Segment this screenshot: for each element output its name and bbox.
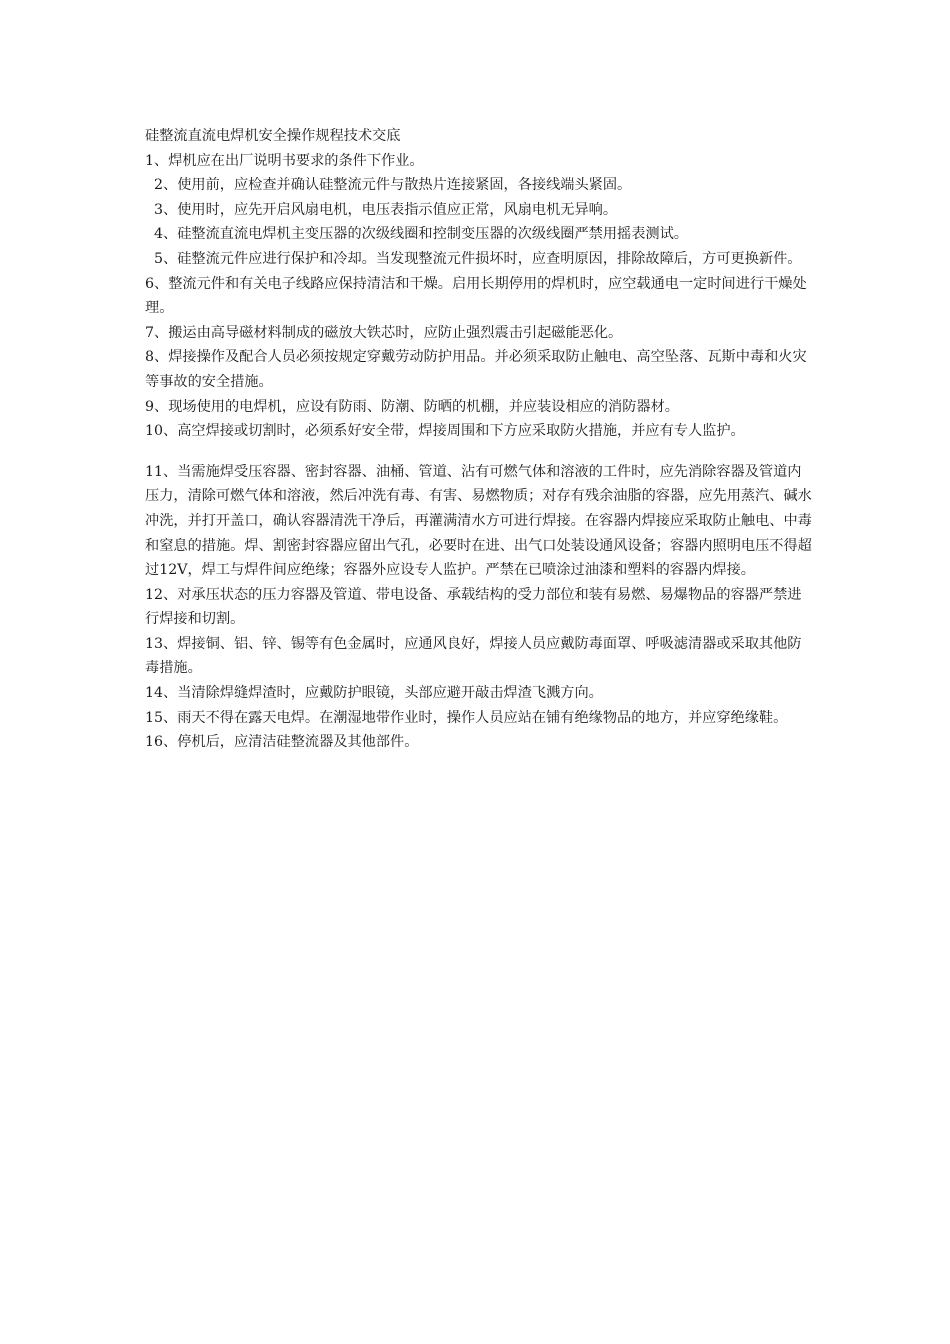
rule-item-11: 11、当需施焊受压容器、密封容器、油桶、管道、沾有可燃气体和溶液的工件时，应先消除容器及管道内压力，清除可燃气体和溶液，然后冲洗有毒、有害、易燃物质；对存有残余油脂的容器，应先用蒸汽、碱水冲洗，并打开盖口，确认容器清洗干净后，再灌满清水方可进行焊接。在容器内焊接应采取防止触电、中毒和窒息的措施。焊、割密封容器应留出气孔，必要时在进、出气口处装设通风设备；容器内照明电压不得超过12V，焊工与焊件间应绝缘；容器外应设专人监护。严禁在已喷涂过油漆和塑料的容器内焊接。 (145, 463, 812, 579)
paragraph-spacer (145, 444, 815, 460)
rule-item-9: 9、现场使用的电焊机，应设有防雨、防潮、防晒的机棚，并应装设相应的消防器材。 (145, 398, 679, 415)
rule-item-7: 7、搬运由高导磁材料制成的磁放大铁芯时，应防止强烈震击引起磁能恶化。 (145, 324, 623, 341)
rule-item-2: 2、使用前，应检查并确认硅整流元件与散热片连接紧固，各接线端头紧固。 (145, 177, 632, 194)
document-body (145, 124, 815, 755)
rule-item-8: 8、焊接操作及配合人员必须按规定穿戴劳动防护用品。并必须采取防止触电、高空坠落、瓦斯中毒和火灾等事故的安全措施。 (145, 349, 807, 390)
document-title: 硅整流直流电焊机安全操作规程技术交底 (145, 128, 401, 144)
rule-item-10: 10、高空焊接或切割时，必须系好安全带，焊接周围和下方应采取防火措施，并应有专人监护。 (145, 423, 745, 440)
rule-item-3: 3、使用时，应先开启风扇电机，电压表指示值应正常，风扇电机无异响。 (145, 201, 618, 218)
rule-item-4: 4、硅整流直流电焊机主变压器的次级线圈和控制变压器的次级线圈严禁用摇表测试。 (145, 226, 688, 243)
rule-item-6: 6、整流元件和有关电子线路应保持清洁和干燥。启用长期停用的焊机时，应空载通电一定时间进行干燥处理。 (145, 275, 807, 317)
rule-item-13: 13、焊接铜、铝、锌、锡等有色金属时，应通风良好，焊接人员应戴防毒面罩、呼吸滤清器或采取其他防毒措施。 (145, 635, 802, 677)
rule-item-16: 16、停机后，应清洁硅整流器及其他部件。 (145, 734, 419, 751)
rule-item-1: 1、焊机应在出厂说明书要求的条件下作业。 (145, 152, 424, 169)
rule-item-5: 5、硅整流元件应进行保护和冷却。当发现整流元件损坏时，应查明原因，排除故障后，方可更换新件。 (145, 250, 802, 267)
rule-item-12: 12、对承压状态的压力容器及管道、带电设备、承载结构的受力部位和装有易燃、易爆物品的容器严禁进行焊接和切割。 (145, 586, 802, 628)
rule-item-15: 15、雨天不得在露天电焊。在潮湿地带作业时，操作人员应站在铺有绝缘物品的地方，并应穿绝缘鞋。 (145, 709, 788, 726)
rule-item-14: 14、当清除焊缝焊渣时，应戴防护眼镜，头部应避开敲击焊渣飞溅方向。 (145, 685, 603, 702)
